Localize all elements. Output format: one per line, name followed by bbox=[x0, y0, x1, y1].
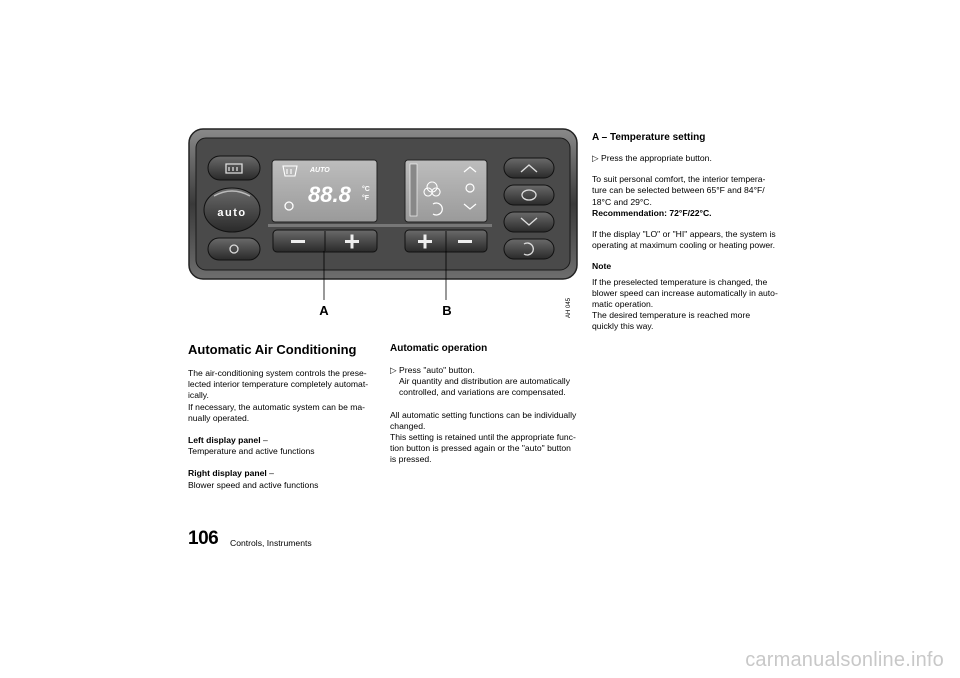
callout-b: B bbox=[442, 303, 452, 318]
rear-defrost-button[interactable] bbox=[208, 156, 260, 180]
temperature-readout: 88.8 bbox=[308, 182, 351, 207]
recommendation: Recommendation: 72°F/22°C. bbox=[592, 207, 712, 218]
climate-control-panel-figure bbox=[188, 128, 578, 328]
right-display-description: Right display panel – Blower speed and active functions bbox=[188, 468, 319, 490]
auto-button[interactable] bbox=[204, 188, 260, 232]
intro-paragraph: The air-conditioning system controls the prese- lected interior temperature completely automat- ically. If necessary, the automatic system can be ma- nually operated. bbox=[188, 368, 369, 423]
watermark: carmanualsonline.info bbox=[745, 649, 944, 671]
air-distribution-up-button[interactable] bbox=[504, 158, 554, 178]
automatic-operation-heading: Automatic operation bbox=[390, 343, 488, 354]
unit-celsius: °C bbox=[362, 186, 370, 193]
middle-column bbox=[390, 342, 582, 466]
blower-rocker-b[interactable] bbox=[405, 230, 487, 252]
left-display-description: Left display panel – Temperature and active functions bbox=[188, 435, 315, 457]
lo-hi-paragraph: If the display "LO" or "HI" appears, the system is operating at maximum cooling or heating power. bbox=[592, 229, 776, 251]
blower-speed-bar bbox=[410, 164, 417, 216]
right-column bbox=[592, 131, 784, 333]
manual-override-paragraph: All automatic setting functions can be individually changed. This setting is retained until the appropriate func- tion button is pressed again or the "auto" button is pressed. bbox=[390, 409, 577, 465]
temperature-minus-button[interactable] bbox=[291, 240, 305, 243]
temperature-instruction: ▷ Press the appropriate button. bbox=[592, 153, 712, 163]
callout-a: A bbox=[319, 303, 329, 318]
section-heading: Automatic Air Conditioning bbox=[188, 342, 357, 357]
unit-fahrenheit: °F bbox=[362, 195, 370, 202]
air-recirculation-left-button[interactable] bbox=[208, 238, 260, 260]
air-distribution-center-button[interactable] bbox=[504, 185, 554, 205]
instruction-arrow-icon: ▷ bbox=[592, 153, 599, 163]
air-distribution-down-button[interactable] bbox=[504, 212, 554, 232]
left-display bbox=[272, 160, 377, 222]
page-number: 106 bbox=[188, 528, 219, 549]
instruction-arrow-icon: ▷ bbox=[390, 365, 397, 375]
right-display bbox=[405, 160, 487, 222]
auto-button-label: auto bbox=[217, 207, 247, 219]
auto-instruction: ▷ Press "auto" button. Air quantity and distribution are automatically controlled, and variations are compensated. bbox=[390, 365, 571, 398]
note-paragraph: If the preselected temperature is changed, the blower speed can increase automatically in auto- matic operation. The desired temperature is reached more quickly this way. bbox=[592, 276, 778, 332]
recirculation-button[interactable] bbox=[504, 239, 554, 259]
left-column bbox=[188, 342, 378, 491]
note-heading: Note bbox=[592, 261, 612, 272]
auto-indicator: AUTO bbox=[310, 167, 330, 174]
temperature-range-paragraph: To suit personal comfort, the interior tempera- ture can be selected between 65°F and 84°F/ 18°C and 29°C. Recommendation: 72°F/22°C. bbox=[592, 174, 766, 218]
section-label: Controls, Instruments bbox=[230, 538, 312, 548]
blower-minus-button[interactable] bbox=[458, 240, 472, 243]
temperature-setting-heading: A – Temperature setting bbox=[592, 132, 706, 143]
figure-id: AH 045 bbox=[566, 297, 572, 318]
temperature-rocker-a[interactable] bbox=[273, 230, 377, 252]
